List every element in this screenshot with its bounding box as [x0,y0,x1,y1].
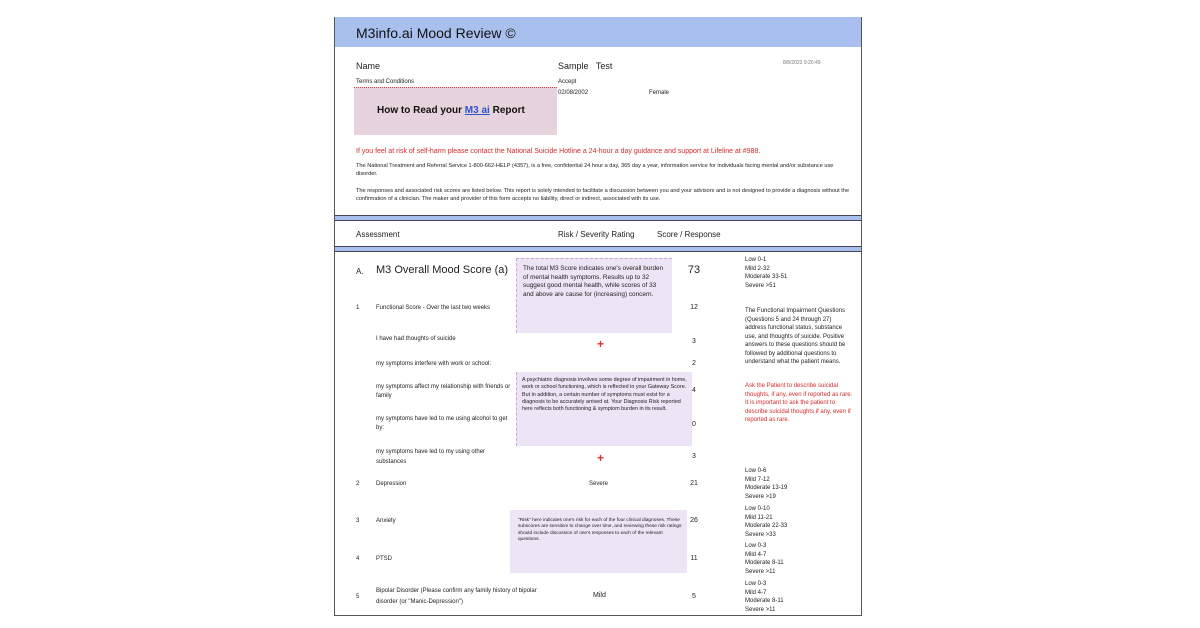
col-score: Score / Response [657,230,721,239]
overall-ranges: Low 0-1 Mild 2-32 Moderate 33-51 Severe >51 [745,257,788,289]
name-label: Name [356,61,381,71]
alcohol-item: my symptoms have led to me using alcohol to get by: [376,416,508,431]
risk-tooltip: "Risk" here indicates one's risk for each of the four clinical diagnoses. These subscores are sensitive to change over time, and reviewing these risk ratings should include discussion of one's responses to each of the relevant questions. [510,510,687,573]
divider [335,246,861,252]
m3-link[interactable]: M3 ai [464,105,490,116]
functional-label: Functional Score - Over the last two weeks [376,305,491,311]
row-num: 2 [356,481,360,487]
functional-note: The Functional Impairment Questions (Questions 5 and 24 through 27) address functional status, substance use, and thoughts of suicide. Positive answers to these questions should be followed by additional questions to understand what the patient means. [745,308,846,365]
timestamp: 8/8/2023 9:20:49 [783,60,821,66]
bipolar-label: Bipolar Disorder (Please confirm any family history of bipolar disorder (or "Manic-Depression") [376,588,537,605]
functional-score: 12 [690,304,698,311]
diagnosis-tooltip: A psychiatric diagnosis involves some degree of impairment in home, work or school functioning, which is reflected in your Gateway Score. But in addition, a certain number of symptoms must exist for a diagnosis to be accurately arrived at. Your Diagnosis Risk reported here reflects both functioning & symptom burden in its result. [516,372,692,446]
relationship-score: 4 [692,387,696,394]
report-page [334,17,862,616]
ptsd-ranges: Low 0-3 Mild 4-7 Moderate 8-11 Severe >11 [745,543,784,575]
substances-score: 3 [692,453,696,460]
disclaimer: The responses and associated risk scores are listed below. This report is solely intended to facilitate a discussion between you and your advisors and is not designed to provide a diagnosis without the confirmation of a clinician. The maker and provider of this form accepts no liability, direct or indirect, associated with its use. [356,188,850,202]
col-assessment: Assessment [356,230,400,239]
ptsd-score: 11 [690,555,698,562]
row-num: 1 [356,305,360,311]
overall-label: M3 Overall Mood Score (a) [376,264,509,276]
gender: Female [649,90,670,96]
terms-value: Accept [558,79,577,85]
risk-plus-icon: + [597,337,605,351]
bipolar-score: 5 [692,593,696,600]
col-risk: Risk / Severity Rating [558,230,635,239]
row-num: 4 [356,556,360,562]
anxiety-ranges: Low 0-10 Mild 11-21 Moderate 22-33 Severe >33 [745,506,788,538]
hotline-notice: If you feel at risk of self-harm please contact the National Suicide Hotline a 24-hour a day guidance and support at Lifeline at #988. [356,148,761,155]
report-title: M3info.ai Mood Review © [356,25,516,41]
anxiety-score: 26 [690,517,698,524]
divider [335,215,861,221]
suicide-note: Ask the Patient to describe suicidal thoughts, if any, even if reported as rare. It is important to ask the patient to describe suicidal thoughts if any, even if reported as rare. [745,383,853,423]
bipolar-risk: Mild [593,592,606,599]
referral-notice: The National Treatment and Referral Service 1-800-662-HELP (4357), is a free, confidential 24 hour a day, 365 day a year, information service for individuals facing mental and/or substance use disorder. [356,163,834,177]
how-to-text: How to Read your [377,105,465,116]
row-num: 5 [356,594,360,600]
how-to-text-end: Report [489,105,525,116]
ptsd-label: PTSD [376,556,393,562]
work-score: 2 [692,360,696,367]
terms-label: Terms and Conditions [356,79,415,85]
risk-plus-icon: + [597,451,605,465]
depression-risk: Severe [589,481,609,487]
total-score-tooltip: The total M3 Score indicates one's overall burden of mental health symptoms. Results up to 32 suggest good mental health, while scores of 33 and above are cause for (increasing) concern. [516,258,672,333]
relationship-item: my symptoms affect my relationship with friends or family [376,384,511,399]
bipolar-ranges: Low 0-3 Mild 4-7 Moderate 8-11 Severe >11 [745,581,784,613]
how-to-read-banner[interactable] [354,87,557,135]
depression-ranges: Low 0-6 Mild 7-12 Moderate 13-19 Severe >19 [745,468,788,500]
alcohol-score: 0 [692,421,696,428]
row-num: A. [356,267,364,276]
dob: 02/08/2002 [558,90,589,96]
depression-label: Depression [376,481,407,487]
anxiety-label: Anxiety [376,518,396,524]
work-item: my symptoms interfere with work or school: [376,361,492,367]
overall-score: 73 [687,264,701,276]
report-header [335,17,861,47]
suicide-item: I have had thoughts of suicide [376,336,456,342]
name-value: Sample Test [558,61,613,71]
depression-score: 21 [690,480,698,487]
row-num: 3 [356,518,360,524]
substances-item: my symptoms have led to my using other substances [376,449,486,465]
suicide-score: 3 [692,338,696,345]
